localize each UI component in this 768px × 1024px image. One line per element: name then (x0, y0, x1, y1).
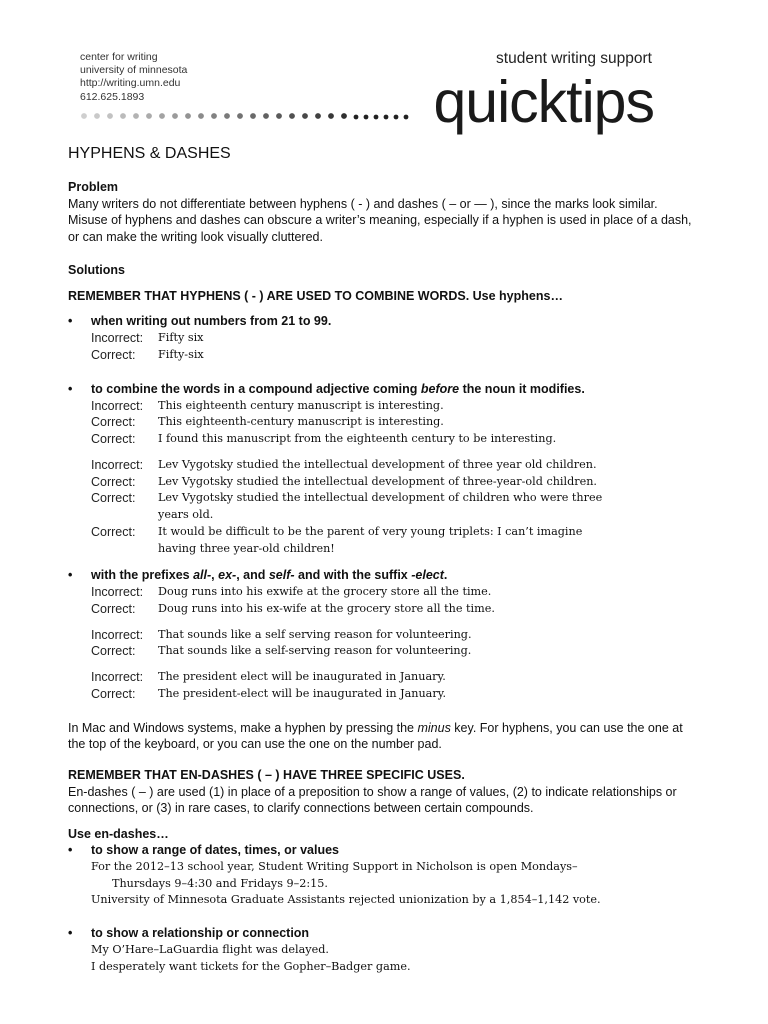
example-label: Incorrect: (91, 331, 144, 345)
example-label: Incorrect: (91, 399, 144, 413)
example-label: Correct: (91, 491, 136, 505)
contact-line: 612.625.1893 (80, 90, 145, 103)
solutions-heading: Solutions (68, 263, 125, 277)
contact-line: http://writing.umn.edu (80, 77, 181, 90)
keyboard-note (68, 720, 698, 753)
example-label: Correct: (91, 475, 136, 489)
example-label: Incorrect: (91, 458, 144, 472)
bullet-heading-em: all- (193, 568, 212, 582)
endash-example: I desperately want tickets for the Gopher–Badger game. (91, 960, 411, 973)
contact-block (80, 51, 187, 104)
bullet-numbers (68, 314, 331, 328)
endash-use-heading: Use en-dashes… (68, 827, 169, 841)
example-label: Correct: (91, 644, 136, 658)
example-label: Incorrect: (91, 670, 144, 684)
example-label: Correct: (91, 415, 136, 429)
example-text: That sounds like a self-serving reason for volunteering. (158, 644, 472, 657)
endash-example: University of Minnesota Graduate Assistants rejected unionization by a 1,854–1,142 vote. (91, 893, 601, 906)
endash-example: Thursdays 9–4:30 and Fridays 9–2:15. (112, 877, 328, 890)
page-title: HYPHENS & DASHES (68, 145, 231, 162)
bullet-heading-em: before (420, 382, 460, 396)
example-label: Incorrect: (91, 628, 144, 642)
bullet-heading: to show a range of dates, times, or values (91, 843, 339, 857)
example-text: Fifty-six (158, 348, 204, 361)
bullet-prefixes (68, 568, 447, 582)
example-text: Lev Vygotsky studied the intellectual development of three-year-old children. (158, 475, 597, 488)
example-text: The president-elect will be inaugurated in January. (158, 687, 447, 700)
bullet-heading-em: self- (268, 568, 295, 582)
example-label: Correct: (91, 348, 136, 362)
problem-heading: Problem (68, 180, 119, 194)
keyboard-note-text: key. For hyphens, you can use the one at the top of the keyboard, or you can use the one on the number pad. (68, 721, 683, 752)
dots-decoration (80, 109, 410, 123)
endash-example: For the 2012–13 school year, Student Writing Support in Nicholson is open Mondays– (91, 860, 578, 873)
problem-text: Many writers do not differentiate between hyphens ( - ) and dashes ( – or — ), since the marks look similar. Misuse of hyphens and dashes can obscure a writer’s meaning, especially if a hyphen is used in place of a dash, or can make the writing look visually cluttered. (68, 197, 692, 244)
contact-line: university of minnesota (80, 64, 188, 77)
example-text: This eighteenth century manuscript is interesting. (158, 399, 444, 412)
bullet-heading: and with the suffix (294, 568, 412, 582)
bullet-heading: , (211, 568, 219, 582)
example-label: Correct: (91, 432, 136, 446)
bullet-heading: to combine the words in a compound adjective coming (91, 382, 421, 396)
quicktips-logo: quicktips (433, 69, 654, 135)
example-text: The president elect will be inaugurated in January. (158, 670, 446, 683)
bullet-glyph: • (68, 382, 73, 396)
bullet-heading-em: -elect (411, 568, 444, 582)
hyphens-rule: REMEMBER THAT HYPHENS ( - ) ARE USED TO COMBINE WORDS. Use hyphens… (68, 289, 563, 303)
example-text: having three year-old children! (158, 542, 335, 555)
bullet-relationship (68, 926, 309, 940)
example-label: Correct: (91, 687, 136, 701)
bullet-range (68, 843, 339, 857)
endash-example: My O’Hare–LaGuardia flight was delayed. (91, 943, 329, 956)
example-text: Lev Vygotsky studied the intellectual development of three year old children. (158, 458, 597, 471)
bullet-glyph: • (68, 314, 73, 328)
example-text: That sounds like a self serving reason for volunteering. (158, 628, 472, 641)
bullet-heading-em: ex- (218, 568, 237, 582)
example-text: It would be difficult to be the parent of very young triplets: I can’t imagine (158, 525, 583, 538)
bullet-heading: to show a relationship or connection (91, 926, 310, 940)
endash-rule: REMEMBER THAT EN-DASHES ( – ) HAVE THREE SPECIFIC USES. (68, 768, 465, 782)
bullet-glyph: • (68, 568, 73, 582)
example-text: This eighteenth-century manuscript is interesting. (158, 415, 444, 428)
example-text: Doug runs into his ex-wife at the grocery store all the time. (158, 602, 495, 615)
example-label: Correct: (91, 525, 136, 539)
bullet-compound-adjective (68, 382, 585, 396)
bullet-heading: , and (236, 568, 269, 582)
keyboard-note-text: In Mac and Windows systems, make a hyphen by pressing the (68, 721, 418, 735)
example-text: Doug runs into his exwife at the grocery store all the time. (158, 585, 492, 598)
keyboard-note-em: minus (417, 721, 451, 735)
tagline: student writing support (496, 50, 652, 67)
bullet-glyph: • (68, 926, 73, 940)
bullet-glyph: • (68, 843, 73, 857)
contact-line: center for writing (80, 51, 158, 63)
example-label: Incorrect: (91, 585, 144, 599)
bullet-heading: when writing out numbers from 21 to 99. (91, 314, 332, 328)
example-text: years old. (158, 508, 214, 521)
endash-text: En-dashes ( – ) are used (1) in place of a preposition to show a range of values, (2) to indicate relationships or connections, or (3) in rare cases, to clarify connections between certain compounds. (68, 785, 677, 816)
example-label: Correct: (91, 602, 136, 616)
example-text: Lev Vygotsky studied the intellectual development of children who were three (158, 491, 603, 504)
example-text: Fifty six (158, 331, 204, 344)
bullet-heading: the noun it modifies. (459, 382, 585, 396)
example-text: I found this manuscript from the eighteenth century to be interesting. (158, 432, 557, 445)
bullet-heading: with the prefixes (91, 568, 194, 582)
bullet-heading: . (443, 568, 448, 582)
